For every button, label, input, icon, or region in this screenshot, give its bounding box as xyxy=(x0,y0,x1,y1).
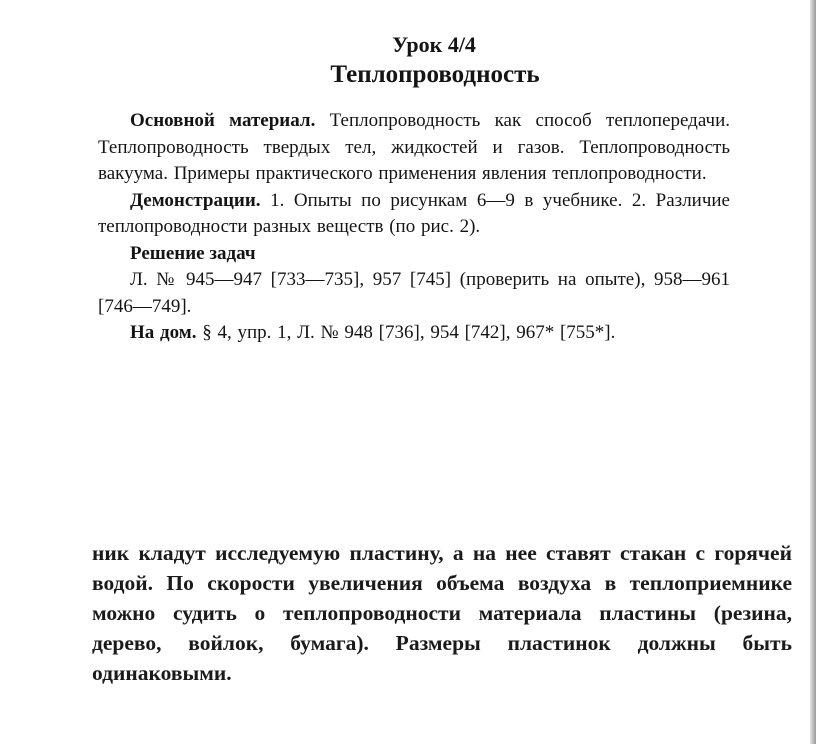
demonstrations-text: 1. Опыты по рисункам 6—9 в учебнике. 2. Различие теплопроводности разных веществ (по рис. 2). xyxy=(98,189,730,237)
homework-text: § 4, упр. 1, Л. № 948 [736], 954 [742], 967* [755*]. xyxy=(196,322,616,343)
lesson-plan-block xyxy=(98,28,730,347)
lesson-number: Урок 4/4 xyxy=(392,32,476,57)
homework-label: На дом. xyxy=(130,322,197,343)
tasks-heading: Решение задач xyxy=(130,242,256,264)
main-material-text: Теплопроводность как способ теплопередачи. Теплопроводность твердых тел, жидкостей и газов. Теплопроводность вакуума. Примеры практического применения явления теплопроводности. xyxy=(98,110,730,184)
main-material-label: Основной материал. xyxy=(130,110,316,131)
demonstrations-paragraph xyxy=(98,188,730,241)
main-material-paragraph xyxy=(98,108,730,188)
tasks-text: Л. № 945—947 [733—735], 957 [745] (проверить на опыте), 958—961 [746—749]. xyxy=(98,269,730,317)
homework-paragraph xyxy=(98,320,730,347)
demonstrations-label: Демонстрации. xyxy=(130,189,261,211)
tasks-paragraph xyxy=(98,267,730,320)
page-edge-shadow xyxy=(810,0,816,744)
lesson-title: Теплопроводность xyxy=(330,61,540,88)
continuation-paragraph: ник кладут исследуемую пластину, а на нее ставят стакан с горячей водой. По скорости увеличения объема воздуха в теплоприемнике можно судить о теплопроводности материала пластины (резина, дерево, войлок, бумага). Размеры пластинок должны быть одинаковыми. xyxy=(92,541,792,685)
continuation-block xyxy=(92,538,792,688)
